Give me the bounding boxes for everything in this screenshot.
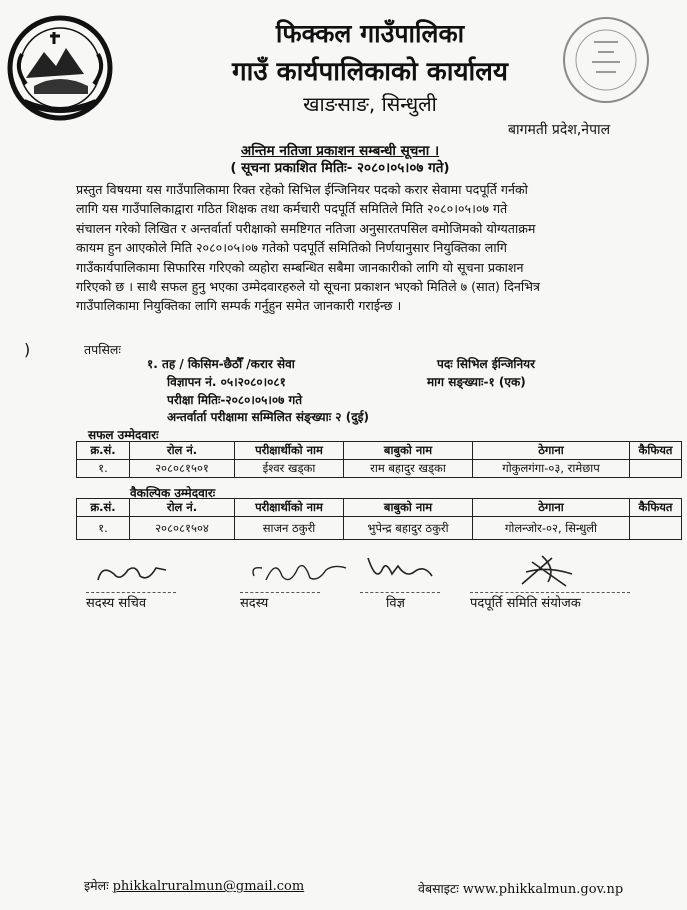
cell-name: साजन ठकुरी <box>235 517 344 540</box>
col-roll: रोल नं. <box>130 499 235 517</box>
table-header-row <box>77 499 682 517</box>
table-row <box>77 460 682 478</box>
col-sn: क्र.सं. <box>77 499 130 517</box>
cell-father: भुपेन्द्र बहादुर ठकुरी <box>344 517 473 540</box>
office-name: गाउँ कार्यपालिकाको कार्यालय <box>232 57 508 87</box>
notice-line: कायम हुन आएकोले मिति २०८०।०५।०७ गतेको पदपूर्ति समितिको निर्णयानुसार नियुक्तिका लागि <box>76 240 507 256</box>
col-roll: रोल नं. <box>130 442 235 460</box>
cell-sn: १. <box>77 460 130 478</box>
municipality-name: फिक्कल गाउँपालिका <box>275 19 465 48</box>
alternate-label: वैकल्पिक उम्मेदवारः <box>130 486 216 500</box>
punch-hole-mark: ) <box>24 340 31 359</box>
footer-email <box>84 877 304 894</box>
table-header-row <box>77 442 682 460</box>
secretary-title: सदस्य सचिव <box>86 596 147 611</box>
expert-signature <box>358 552 448 592</box>
office-address: खाङसाङ, सिन्धुली <box>303 92 437 116</box>
notice-line: संचालन गरेको लिखित र अन्तर्वार्ता परीक्षाको समष्टिगत नतिजा अनुसारतपसिल वमोजिमको योग्यताक्रम <box>76 220 536 236</box>
website-label: वेबसाइटः <box>418 881 459 896</box>
email-label: इमेलः <box>84 878 109 893</box>
expert-block <box>360 592 440 611</box>
notice-line: गाउँकार्यपालिकामा सिफारिस गरिएको व्यहोरा सम्बन्धित सबैमा जानकारीको लागि यो सूचना प्रकाशन <box>76 259 524 275</box>
coordinator-signature <box>512 552 582 596</box>
successful-label: सफल उम्मेदवारः <box>88 428 159 442</box>
alternate-table <box>76 498 682 540</box>
cell-roll: २०८०८१५०१ <box>130 460 235 478</box>
member-title: सदस्य <box>240 596 269 611</box>
cell-sn: १. <box>77 517 130 540</box>
municipality-logo <box>4 14 116 122</box>
cell-remarks <box>630 517 682 540</box>
cell-address: गोलन्जोर-०२, सिन्धुली <box>473 517 630 540</box>
post-level: १. तह / किसिम-छैठौँ /करार सेवा <box>147 357 295 371</box>
notice-line: गाउँपालिकामा नियुक्तिका लागि सम्पर्क गर्नुहुन समेत जानकारी गराईन्छ । <box>76 298 402 314</box>
col-address: ठेगाना <box>473 499 630 517</box>
notice-line: गरिएको छ । साथै सफल हुनु भएका उम्मेदवारहरुले यो सूचना प्रकाशन भएको मितिले ७ (सात) दिनभित्र <box>76 279 540 295</box>
cell-name: ईश्वर खड्का <box>235 460 344 478</box>
cell-father: राम बहादुर खड्का <box>344 460 473 478</box>
notice-body <box>76 180 644 316</box>
notice-line: प्रस्तुत विषयमा यस गाउँपालिकामा रिक्त रहेको सिभिल ईन्जिनियर पदको करार सेवामा पदपूर्ति गर्नको <box>76 182 528 197</box>
coordinator-block <box>470 592 630 611</box>
secretary-signature <box>92 560 172 594</box>
col-address: ठेगाना <box>473 442 630 460</box>
cell-address: गोकुलगंगा-०३, रामेछाप <box>473 460 630 478</box>
cell-remarks <box>630 460 682 478</box>
cell-roll: २०८०८१५०४ <box>130 517 235 540</box>
interview-count: अन्तर्वार्ता परीक्षामा सम्मिलित संङ्ख्याः २ (दुई) <box>167 410 369 424</box>
member-signature <box>246 556 356 594</box>
advert-number: विज्ञापन नं. ०५।२०८०।०८१ <box>167 375 286 389</box>
notice-title: अन्तिम नतिजा प्रकाशन सम्बन्धी सूचना । <box>240 143 440 159</box>
col-remarks: कैफियत <box>630 442 682 460</box>
col-remarks: कैफियत <box>630 499 682 517</box>
province-name: बागमती प्रदेश,नेपाल <box>508 122 611 138</box>
coordinator-title: पदपूर्ति समिति संयोजक <box>470 596 581 611</box>
office-stamp <box>558 12 654 108</box>
successful-table <box>76 441 682 478</box>
expert-title: विज्ञ <box>386 596 405 611</box>
footer-website <box>418 880 623 897</box>
demand-count: माग सङ्ख्याः-१ (एक) <box>427 375 526 389</box>
details-label: तपसिलः <box>84 342 121 357</box>
col-name: परीक्षार्थीको नाम <box>235 499 344 517</box>
col-name: परीक्षार्थीको नाम <box>235 442 344 460</box>
col-father: बाबुको नाम <box>344 499 473 517</box>
table-row <box>77 517 682 540</box>
exam-date: परीक्षा मितिः-२०८०।०५।०७ गते <box>167 393 303 407</box>
member-block <box>240 592 320 611</box>
secretary-block <box>86 592 176 611</box>
col-father: बाबुको नाम <box>344 442 473 460</box>
notice-line: लागि यस गाउँपालिकाद्वारा गठित शिक्षक तथा कर्मचारी पदपूर्ति समितिले मिति २०८०।०५।०७ गते <box>76 201 508 217</box>
notice-published-date: ( सूचना प्रकाशित मितिः- २०८०।०५।०७ गते) <box>230 160 450 176</box>
col-sn: क्र.सं. <box>77 442 130 460</box>
email-link[interactable]: phikkalruralmun@gmail.com <box>112 879 305 894</box>
website-link[interactable]: www.phikkalmun.gov.np <box>462 882 624 897</box>
post-name: पदः सिभिल ईन्जिनियर <box>437 357 535 371</box>
